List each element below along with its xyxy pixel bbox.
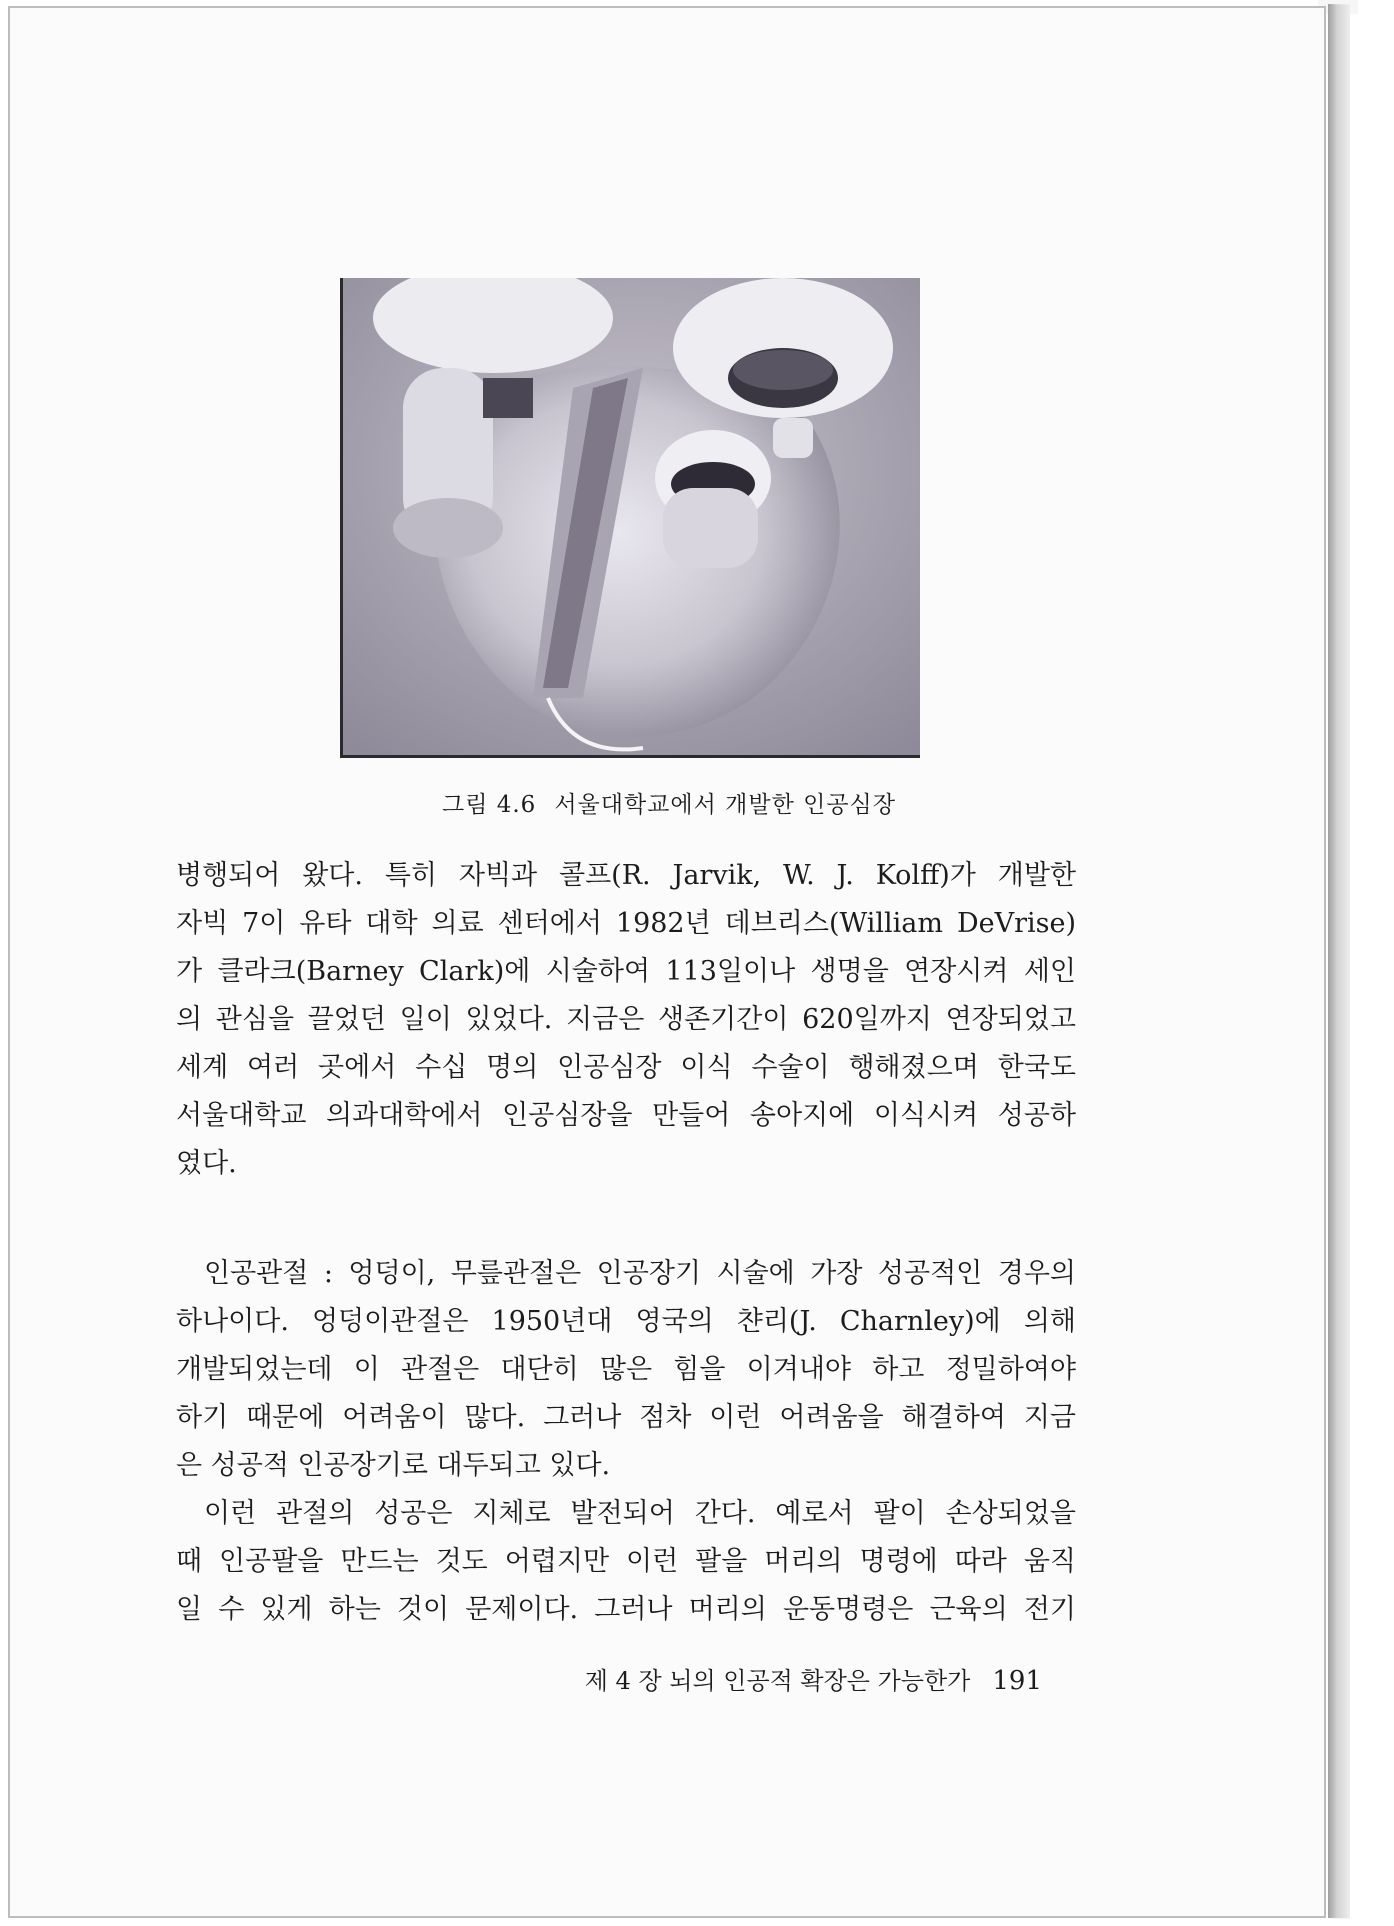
text-line: 때 인공팔을 만드는 것도 어렵지만 이런 팔을 머리의 명령에 따라 움직 [176, 1546, 1076, 1577]
text-line: 하나이다. 엉덩이관절은 1950년대 영국의 챤리(J. Charnley)에 의해 [176, 1306, 1076, 1337]
text-line: 자빅 7이 유타 대학 의료 센터에서 1982년 데브리스(William DeVrise) [176, 908, 1076, 939]
artificial-heart-illustration [343, 278, 920, 758]
text-line: 서울대학교 의과대학에서 인공심장을 만들어 송아지에 이식시켜 성공하 [176, 1100, 1076, 1131]
text-line: 였다. [176, 1148, 237, 1179]
text-line: 가 클라크(Barney Clark)에 시술하여 113일이나 생명을 연장시켜 세인 [176, 956, 1076, 987]
text-line: 병행되어 왔다. 특히 자빅과 콜프(R. Jarvik, W. J. Kolff)가 개발한 [176, 860, 1076, 891]
page-number: 191 [992, 1666, 1042, 1696]
figure-caption [10, 786, 1328, 819]
running-footer [10, 1661, 1042, 1696]
artificial-heart-photo [340, 278, 920, 758]
text-line: 일 수 있게 하는 것이 문제이다. 그러나 머리의 운동명령은 근육의 전기 [176, 1594, 1076, 1625]
text-line: 개발되었는데 이 관절은 대단히 많은 힘을 이겨내야 하고 정밀하여야 [176, 1354, 1076, 1385]
text-line: 의 관심을 끌었던 일이 있었다. 지금은 생존기간이 620일까지 연장되었고 [176, 1004, 1076, 1035]
figure-label: 그림 4.6 [441, 792, 537, 818]
text-line: 하기 때문에 어려움이 많다. 그러나 점차 이런 어려움을 해결하여 지금 [176, 1402, 1076, 1433]
paragraph-artificial-heart [176, 852, 1076, 1188]
paragraph-artificial-joint [176, 1250, 1076, 1634]
book-page [8, 6, 1326, 1918]
figure-caption-text: 서울대학교에서 개발한 인공심장 [554, 792, 896, 818]
text-line: 세계 여러 곳에서 수십 명의 인공심장 이식 수술이 행해졌으며 한국도 [176, 1052, 1076, 1083]
text-line: 인공관절 : 엉덩이, 무릎관절은 인공장기 시술에 가장 성공적인 경우의 [204, 1258, 1076, 1289]
text-line: 이런 관절의 성공은 지체로 발전되어 간다. 예로서 팔이 손상되었을 [204, 1498, 1076, 1529]
chapter-title: 제 4 장 뇌의 인공적 확장은 가능한가 [584, 1667, 971, 1695]
text-line: 은 성공적 인공장기로 대두되고 있다. [176, 1450, 611, 1481]
page-edge [1328, 4, 1350, 1918]
